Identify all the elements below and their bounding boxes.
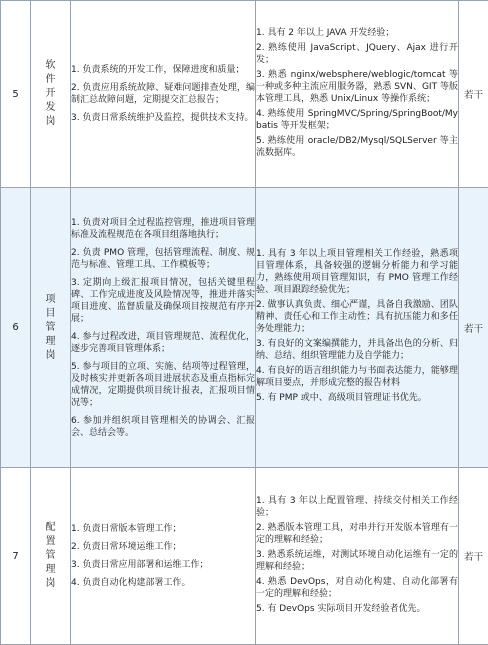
requirement-item: 3. 熟悉 nginx/websphere/weblogic/tomcat 等一种或多种主流应用服务器，熟悉 SVN、GIT 等版本管理工具，熟悉 Unix/Linux 等操作系统； <box>256 69 458 105</box>
requirement-item: 2. 做事认真负责、细心严谨，具备自我激励、团队精神、责任心和工作主动性；具有抗压能力和多任务处理能力； <box>256 299 458 335</box>
duty-item: 2. 负责日常环境运维工作； <box>71 541 255 553</box>
duty-item: 1. 负责日常版本管理工作； <box>71 523 255 535</box>
position-name-text: 配置管理岗 <box>45 521 57 591</box>
duty-item: 4. 负责自动化构建部署工作。 <box>71 577 255 589</box>
duty-item: 3. 负责日常系统维护及监控，提供技术支持。 <box>71 112 255 124</box>
row-number <box>1 468 31 645</box>
requirement-item: 3. 有良好的文案编撰能力，并具备出色的分析、归纳、总结、组织管理能力及自学能力； <box>256 338 458 362</box>
duty-item: 1. 负责对项目全过程监控管理，推进项目管理标准及流程规范在各项目组落地执行； <box>71 217 255 241</box>
headcount <box>459 468 488 645</box>
duty-item: 2. 负责应用系统故障、疑难问题排查处理，编制汇总故障问题，定期提交汇总报告； <box>71 82 255 106</box>
duty-item: 1. 负责系统的开发工作，保障进度和质量； <box>71 64 255 76</box>
duty-item: 4. 参与过程改进，项目管理规范、流程优化，逐步完善项目管理体系； <box>71 331 255 355</box>
duties-cell <box>71 1 256 188</box>
requirement-item: 2. 熟悉版本管理工具，对串并行开发版本管理有一定的理解和经验； <box>256 522 458 546</box>
position-name-text: 软件开发岗 <box>45 59 57 129</box>
table-row <box>1 188 488 468</box>
requirement-item: 4. 熟悉 DevOps，对自动化构建、自动化部署有一定的理解和经验； <box>256 576 458 600</box>
duty-item: 3. 负责日常应用部署和运维工作； <box>71 559 255 571</box>
duty-item: 2. 负责 PMO 管理，包括管理流程、制度、规范与标准、管理工具、工作模板等； <box>71 247 255 271</box>
requirement-item: 5. 有 PMP 或中、高级项目管理证书优先。 <box>256 392 458 404</box>
table-row <box>1 1 488 188</box>
duty-item: 3. 定期向上级汇报项目情况，包括关键里程碑、工作完成进度及风险情况等，推进并落实项目进度、监督质量及确保项目按规范有序开展； <box>71 277 255 325</box>
requirement-item: 5. 熟练使用 oracle/DB2/Mysql/SQLServer 等主流数据库。 <box>256 135 458 159</box>
requirements-cell <box>256 468 459 645</box>
requirement-item: 3. 熟悉系统运维，对测试环境自动化运维有一定的理解和经验； <box>256 549 458 573</box>
position-name <box>31 468 71 645</box>
table-row <box>1 468 488 645</box>
row-number <box>1 188 31 468</box>
headcount <box>459 1 488 188</box>
position-name <box>31 188 71 468</box>
requirement-item: 1. 具有 3 年以上项目管理相关工作经验，熟悉项目管理体系，具备较强的逻辑分析能力和学习能力，熟练使用项目管理知识，有 PMO 管理工作经验、项目跟踪经验优先； <box>256 248 458 296</box>
row-number-text: 6 <box>12 322 18 333</box>
headcount-text: 若干 <box>464 324 483 335</box>
duty-item: 5. 参与项目的立项、实施、结项等过程管理，及时核实并更新各项目进展状态及重点指标完成情况，定期提供项目统计报表，汇报项目情况等； <box>71 361 255 409</box>
requirement-item: 1. 具有 3 年以上配置管理、持续交付相关工作经验； <box>256 495 458 519</box>
row-number-text: 5 <box>12 89 18 100</box>
requirement-item: 2. 熟练使用 JavaScript、JQuery、Ajax 进行开发； <box>256 42 458 66</box>
requirement-item: 5. 有 DevOps 实际项目开发经验者优先。 <box>256 603 458 615</box>
requirement-item: 4. 有良好的语言组织能力与书面表达能力，能够理解项目要点，并形成完整的报告材料 <box>256 365 458 389</box>
requirements-cell <box>256 1 459 188</box>
duty-item: 6. 参加并组织项目管理相关的协调会、汇报会、总结会等。 <box>71 415 255 439</box>
row-number-text: 7 <box>12 551 18 562</box>
requirement-item: 1. 具有 2 年以上 JAVA 开发经验； <box>256 27 458 39</box>
headcount-text: 若干 <box>464 90 483 101</box>
position-name-text: 项目管理岗 <box>45 293 57 363</box>
row-number <box>1 1 31 188</box>
duties-cell <box>71 468 256 645</box>
requirement-item: 4. 熟练使用 SpringMVC/Spring/SpringBoot/Mybatis 等开发框架； <box>256 108 458 132</box>
duties-cell <box>71 188 256 468</box>
requirements-cell <box>256 188 459 468</box>
position-name <box>31 1 71 188</box>
headcount-text: 若干 <box>464 552 483 563</box>
headcount <box>459 188 488 468</box>
